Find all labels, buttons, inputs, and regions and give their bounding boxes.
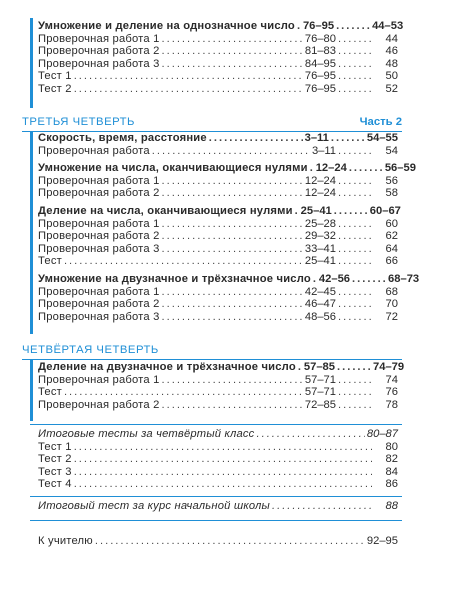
page-number: 58 (385, 187, 398, 200)
textbook-pages: 3–11 (304, 132, 329, 144)
entry-title: Итоговый тест за курс начальной школы (38, 500, 270, 512)
textbook-pages: 42–56 (318, 272, 351, 285)
textbook-pages: 81–83 (304, 45, 336, 58)
page-number: 64 (385, 242, 398, 255)
page-number: 86 (385, 478, 398, 491)
entry-title: Тест 1 (38, 70, 72, 83)
page-number: 80–87 (366, 428, 398, 440)
leader-dots (74, 466, 372, 479)
toc-entry (38, 145, 398, 158)
leader-dots (162, 298, 303, 311)
entry-title: Проверочная работа 1 (38, 373, 160, 386)
toc-entry (38, 58, 398, 71)
section-fourth-quarter (38, 361, 405, 411)
entry-title: Тест (38, 386, 62, 399)
textbook-pages: 25–28 (304, 217, 336, 230)
leader-dots (336, 20, 370, 33)
leader-dots (338, 399, 372, 412)
textbook-pages: 57–71 (304, 386, 336, 399)
textbook-pages: 33–41 (304, 242, 336, 255)
leader-dots (349, 162, 383, 175)
leader-dots (338, 298, 372, 311)
leader-dots (338, 230, 372, 243)
toc-entry (38, 204, 401, 218)
toc-entry (38, 311, 398, 324)
entry-title: Проверочная работа 1 (38, 217, 160, 230)
textbook-pages: 48–56 (304, 310, 336, 323)
page-number: 60–67 (369, 204, 401, 217)
textbook-pages: 76–80 (304, 32, 336, 45)
page-number: 62 (385, 230, 398, 243)
leader-dots (64, 386, 303, 399)
leader-dots (334, 205, 368, 218)
toc-entry (38, 361, 405, 374)
section-final-tests (38, 428, 398, 491)
leader-dots (272, 500, 372, 513)
textbook-pages: 76–95 (304, 70, 336, 83)
leader-dots (338, 83, 372, 96)
textbook-pages: 57–71 (304, 373, 336, 386)
leader-dots (74, 478, 372, 491)
toc-entry (38, 386, 398, 399)
section-final-school (38, 500, 398, 513)
leader-dots (338, 187, 372, 200)
leader-dots (338, 243, 372, 256)
textbook-pages: 12–24 (304, 187, 336, 200)
page-number: 74 (385, 373, 398, 386)
entry-title: К учителю (38, 535, 93, 547)
section-bar (30, 131, 33, 334)
toc-entry (38, 453, 398, 466)
entry-title: Тест 4 (38, 478, 72, 491)
toc-entry (38, 187, 398, 200)
entry-title: Проверочная работа 1 (38, 32, 160, 45)
leader-dots (338, 145, 372, 158)
leader-dots (209, 132, 303, 145)
toc-entry (38, 162, 416, 175)
toc-entry (38, 83, 398, 96)
leader-dots (74, 441, 372, 454)
page-number: 92–95 (366, 535, 398, 547)
toc-entry (38, 33, 398, 46)
page-number: 60 (385, 217, 398, 230)
page-number: 78 (385, 398, 398, 411)
page-number: 76 (385, 386, 398, 399)
toc-entry (38, 70, 398, 83)
leader-dots (338, 218, 372, 231)
leader-dots (352, 273, 386, 286)
entry-title: Проверочная работа 2 (38, 298, 160, 311)
page-number: 68–73 (388, 272, 420, 285)
toc-entry (38, 243, 398, 256)
page-number: 50 (385, 70, 398, 83)
textbook-pages: 76–95 (304, 82, 336, 95)
leader-dots (338, 33, 372, 46)
section-bar (30, 359, 33, 421)
page-number: 82 (385, 453, 398, 466)
page-number: 54 (385, 144, 398, 157)
textbook-pages: 57–85 (303, 361, 335, 373)
page-number: 54–55 (366, 132, 398, 144)
section-teacher (38, 535, 398, 548)
leader-dots (338, 374, 372, 387)
page-number: 44–53 (372, 20, 404, 32)
entry-title: Проверочная работа 3 (38, 310, 160, 323)
leader-dots (298, 361, 302, 374)
leader-dots (338, 386, 372, 399)
leader-dots (310, 162, 314, 175)
leader-dots (162, 243, 303, 256)
page-number: 66 (385, 255, 398, 268)
leader-dots (162, 374, 303, 387)
entry-title: Проверочная работа (38, 144, 150, 157)
divider (30, 496, 402, 497)
textbook-pages: 12–24 (304, 174, 336, 187)
toc-entry (38, 500, 398, 513)
toc-entry (38, 286, 398, 299)
leader-dots (162, 311, 303, 324)
leader-dots (338, 58, 372, 71)
entry-title: Тест 3 (38, 465, 72, 478)
leader-dots (64, 255, 303, 268)
toc-entry (38, 428, 398, 441)
leader-dots (295, 205, 299, 218)
part-label: Часть 2 (359, 116, 402, 128)
entry-title: Проверочная работа 2 (38, 45, 160, 58)
toc-entry (38, 132, 398, 145)
textbook-pages: 25–41 (300, 204, 332, 217)
toc-entry (38, 230, 398, 243)
page-number: 46 (385, 45, 398, 58)
leader-dots (162, 33, 303, 46)
leader-dots (162, 187, 303, 200)
leader-dots (74, 83, 303, 96)
toc-entry (38, 45, 398, 58)
page-number: 88 (385, 500, 398, 512)
leader-dots (162, 218, 303, 231)
entry-title: Умножение на двузначное и трёхзначное число (38, 272, 311, 285)
leader-dots (338, 311, 372, 324)
leader-dots (74, 453, 372, 466)
entry-title: Умножение и деление на однозначное число (38, 20, 295, 32)
textbook-pages: 46–47 (304, 298, 336, 311)
leader-dots (74, 70, 303, 83)
leader-dots (162, 58, 303, 71)
entry-title: Деление на двузначное и трёхзначное число (38, 361, 296, 373)
page-number: 68 (385, 285, 398, 298)
section-third-quarter (38, 132, 420, 323)
leader-dots (297, 20, 301, 33)
entry-title: Скорость, время, расстояние (38, 132, 207, 144)
entry-title: Тест (38, 255, 62, 268)
toc-entry (38, 298, 398, 311)
leader-dots (331, 132, 365, 145)
divider (30, 424, 402, 425)
toc-entry (38, 466, 398, 479)
page-number: 56 (385, 174, 398, 187)
toc-entry (38, 441, 398, 454)
entry-title: Проверочная работа 3 (38, 242, 160, 255)
leader-dots (162, 45, 303, 58)
entry-title: Умножение на числа, оканчивающиеся нулями (38, 162, 308, 175)
entry-title: Деление на числа, оканчивающиеся нулями (38, 204, 293, 217)
page-number: 56–59 (384, 162, 416, 175)
entry-title: Проверочная работа 2 (38, 187, 160, 200)
leader-dots (162, 175, 303, 188)
entry-title: Проверочная работа 2 (38, 230, 160, 243)
leader-dots (313, 273, 317, 286)
toc-entry (38, 478, 398, 491)
section-multiplication-division (38, 20, 404, 96)
entry-title: Проверочная работа 1 (38, 174, 160, 187)
entry-title: Итоговые тесты за четвёртый класс (38, 428, 255, 440)
toc-entry (38, 272, 420, 286)
page-number: 48 (385, 57, 398, 70)
entry-title: Проверочная работа 2 (38, 398, 160, 411)
fourth-quarter-heading: ЧЕТВЁРТАЯ ЧЕТВЕРТЬ (22, 344, 159, 356)
leader-dots (338, 45, 372, 58)
section-bar (30, 18, 33, 108)
entry-title: Тест 2 (38, 82, 72, 95)
divider (30, 520, 402, 521)
toc-entry (38, 175, 398, 188)
entry-title: Тест 1 (38, 440, 72, 453)
page-number: 44 (385, 32, 398, 45)
entry-title: Проверочная работа 1 (38, 285, 160, 298)
page-number: 74–79 (373, 361, 405, 373)
entry-title: Проверочная работа 3 (38, 57, 160, 70)
leader-dots (338, 255, 372, 268)
third-quarter-heading: ТРЕТЬЯ ЧЕТВЕРТЬ (22, 116, 135, 128)
divider (22, 359, 402, 360)
page-number: 70 (385, 298, 398, 311)
page-number: 80 (385, 440, 398, 453)
leader-dots (256, 428, 364, 441)
leader-dots (162, 399, 303, 412)
textbook-pages: 29–32 (304, 230, 336, 243)
textbook-pages: 72–85 (304, 398, 336, 411)
toc-entry (38, 20, 404, 33)
textbook-pages: 12–24 (315, 162, 347, 175)
textbook-pages: 84–95 (304, 57, 336, 70)
page-number: 52 (385, 82, 398, 95)
leader-dots (162, 286, 303, 299)
toc-entry (38, 374, 398, 387)
page-number: 72 (385, 310, 398, 323)
toc-entry (38, 399, 398, 412)
page-number: 84 (385, 465, 398, 478)
leader-dots (152, 145, 310, 158)
toc-entry (38, 535, 398, 548)
textbook-pages: 42–45 (304, 285, 336, 298)
textbook-pages: 76–95 (302, 20, 335, 32)
leader-dots (338, 70, 372, 83)
leader-dots (162, 230, 303, 243)
leader-dots (338, 175, 372, 188)
textbook-pages: 3–11 (311, 144, 336, 157)
entry-title: Тест 2 (38, 453, 72, 466)
toc-entry (38, 255, 398, 268)
leader-dots (337, 361, 371, 374)
textbook-pages: 25–41 (304, 255, 336, 268)
leader-dots (95, 535, 365, 548)
leader-dots (338, 286, 372, 299)
toc-entry (38, 218, 398, 231)
